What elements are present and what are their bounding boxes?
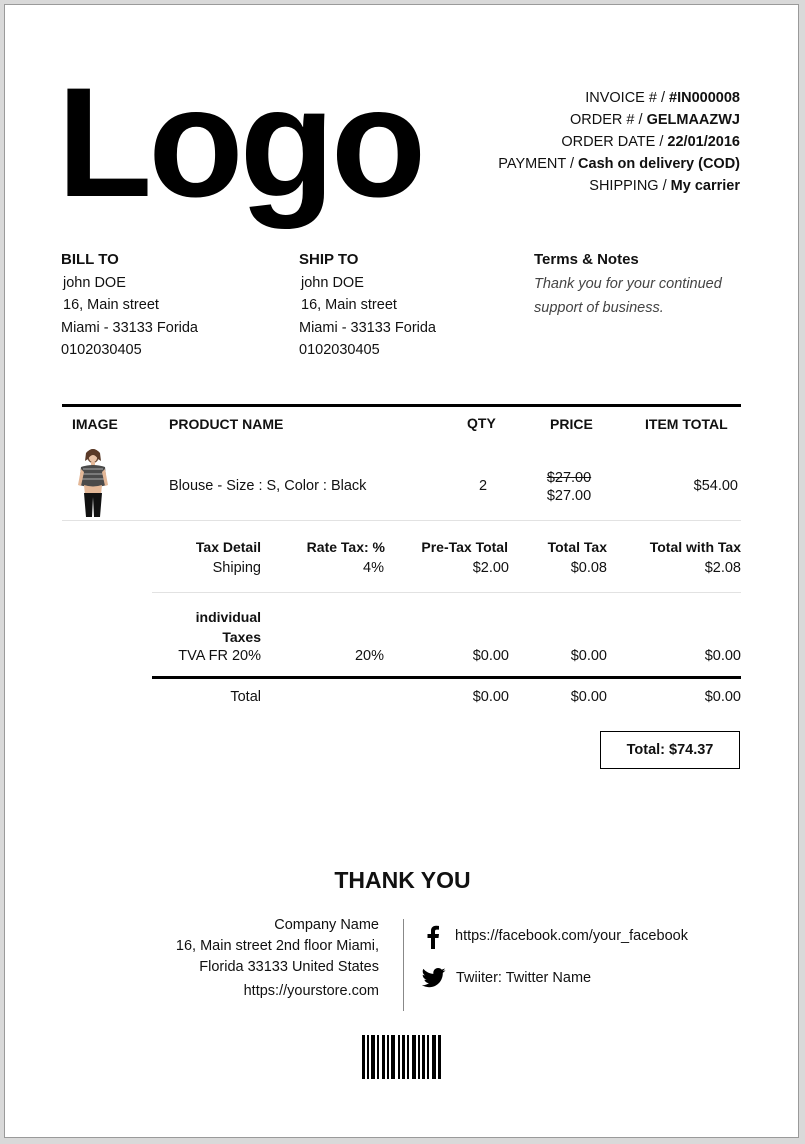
item-total: $54.00 xyxy=(693,478,738,494)
terms-heading: Terms & Notes xyxy=(534,251,639,268)
tax-total-rule xyxy=(152,676,741,679)
company-address-2: Florida 33133 United States xyxy=(199,959,379,975)
invoice-meta xyxy=(498,87,740,197)
individual-taxes-heading: individual Taxes xyxy=(195,609,261,645)
tax-tva-detail: TVA FR 20% xyxy=(178,648,261,664)
col-image: IMAGE xyxy=(72,416,118,432)
col-item-total: ITEM TOTAL xyxy=(645,416,728,432)
invoice-number: INVOICE # / #IN000008 xyxy=(585,90,740,106)
tax-shipping-detail: Shiping xyxy=(212,560,261,576)
tax-total-total-tax: $0.00 xyxy=(570,689,607,705)
twitter-link[interactable]: Twiiter: Twitter Name xyxy=(456,970,592,986)
item-price: $27.00 xyxy=(546,488,592,504)
bill-to-phone: 0102030405 xyxy=(61,342,142,358)
tax-col-total-with: Total with Tax xyxy=(649,539,741,555)
tax-shipping-rate: 4% xyxy=(363,560,384,576)
terms-line-2: support of business. xyxy=(534,299,664,316)
company-website[interactable]: https://yourstore.com xyxy=(243,983,379,999)
col-price: PRICE xyxy=(550,416,593,432)
table-top-rule xyxy=(62,404,741,407)
item-old-price: $27.00 xyxy=(546,470,592,486)
col-qty: QTY xyxy=(467,415,496,431)
tax-col-pretax: Pre-Tax Total xyxy=(421,539,508,555)
terms-line-1: Thank you for your continued xyxy=(534,275,722,292)
tax-tva-rate: 20% xyxy=(354,648,384,664)
product-image xyxy=(73,447,113,519)
company-info xyxy=(176,915,379,1002)
facebook-icon[interactable] xyxy=(426,925,440,949)
order-number: ORDER # / GELMAAZWJ xyxy=(570,112,740,128)
tax-total-label: Total xyxy=(230,689,261,705)
company-name: Company Name xyxy=(274,917,379,933)
tax-total-pretax: $0.00 xyxy=(472,689,509,705)
tax-tva-total-with: $0.00 xyxy=(704,648,741,664)
facebook-link[interactable]: https://facebook.com/your_facebook xyxy=(455,928,688,944)
bill-to-name: john DOE xyxy=(63,274,126,291)
item-row-divider xyxy=(62,520,741,521)
item-qty: 2 xyxy=(478,478,488,494)
tax-shipping-pretax: $2.00 xyxy=(472,560,509,576)
bill-to-city: Miami - 33133 Forida xyxy=(61,319,198,336)
tax-col-detail: Tax Detail xyxy=(195,539,261,555)
item-name: Blouse - Size : S, Color : Black xyxy=(169,478,367,494)
invoice-page xyxy=(4,4,799,1138)
twitter-icon[interactable] xyxy=(422,968,446,988)
terms-notes xyxy=(534,249,722,320)
ship-to-name: john DOE xyxy=(301,274,364,291)
bill-to xyxy=(61,249,198,362)
ship-to-phone: 0102030405 xyxy=(299,342,380,358)
bill-to-street: 16, Main street xyxy=(63,297,159,313)
tax-tva-total-tax: $0.00 xyxy=(570,648,607,664)
ship-to-heading: SHIP TO xyxy=(299,251,359,268)
barcode xyxy=(362,1035,454,1079)
thank-you: THANK YOU xyxy=(334,867,471,893)
logo: Logo xyxy=(57,56,423,230)
payment-method: PAYMENT / Cash on delivery (COD) xyxy=(498,156,740,172)
ship-to xyxy=(299,249,436,362)
tax-shipping-total-with: $2.08 xyxy=(704,560,741,576)
ship-to-city: Miami - 33133 Forida xyxy=(299,319,436,336)
grand-total: Total: $74.37 xyxy=(600,731,740,769)
bill-to-heading: BILL TO xyxy=(61,251,119,268)
tax-tva-pretax: $0.00 xyxy=(472,648,509,664)
footer-divider xyxy=(403,919,404,1011)
tax-shipping-total-tax: $0.08 xyxy=(570,560,607,576)
ship-to-street: 16, Main street xyxy=(301,297,397,313)
company-address-1: 16, Main street 2nd floor Miami, xyxy=(175,938,379,954)
shipping-method: SHIPPING / My carrier xyxy=(589,178,740,194)
tax-total-total-with: $0.00 xyxy=(704,689,741,705)
col-product: PRODUCT NAME xyxy=(169,416,284,432)
tax-col-rate: Rate Tax: % xyxy=(306,539,385,555)
tax-col-total-tax: Total Tax xyxy=(547,539,607,555)
order-date: ORDER DATE / 22/01/2016 xyxy=(561,134,740,150)
tax-row-divider xyxy=(152,592,741,593)
